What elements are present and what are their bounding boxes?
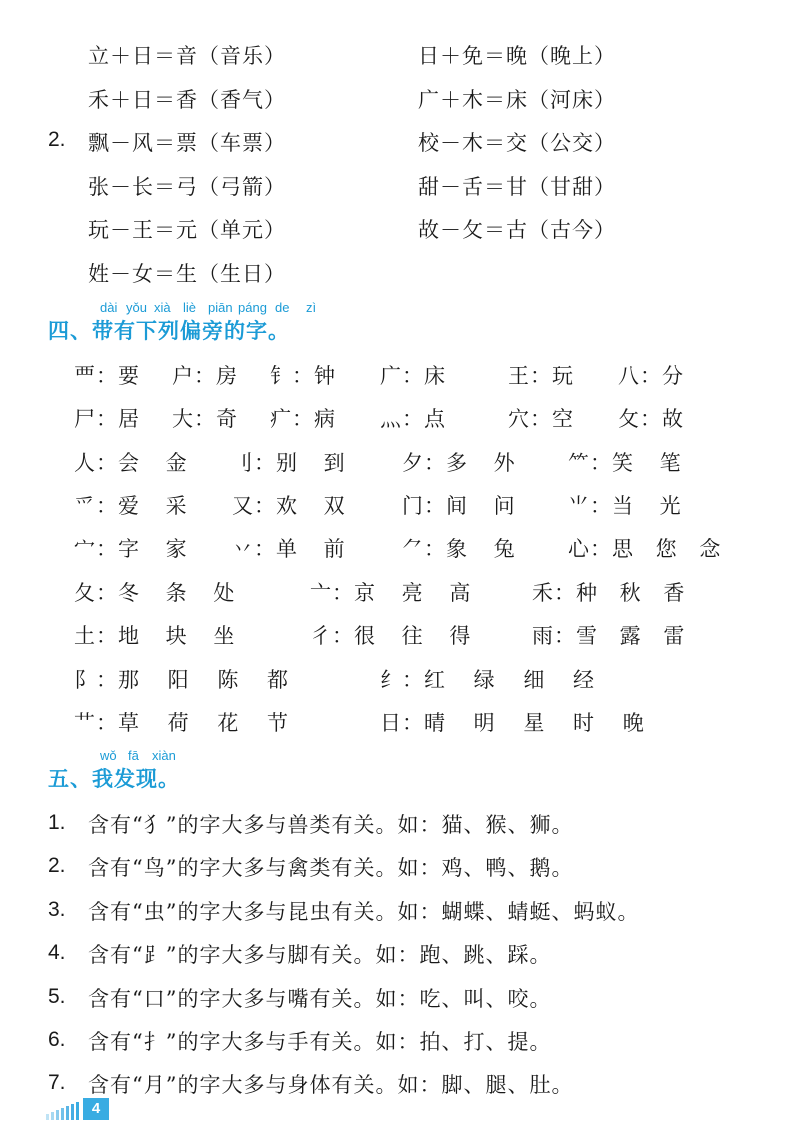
pinyin-de: de: [275, 300, 290, 315]
list-item-text: 含有“鸟”的字大多与禽类有关。如：鸡、鸭、鹅。: [88, 856, 574, 880]
radical-entry: 彳：很 往 得: [310, 624, 472, 648]
radical-entry: 夂：冬 条 处: [74, 581, 236, 605]
radical-entry: ⺈：象 兔: [402, 537, 516, 561]
equation-row3-left: 飘－风＝票（车票）: [88, 131, 286, 155]
pinyin-wo: wǒ: [100, 748, 117, 763]
radical-entry: 灬：点: [380, 407, 446, 431]
radical-entry: 丷：单 前: [232, 537, 346, 561]
radical-entry: 八：分: [618, 364, 684, 388]
radical-entry: ⺌：当 光: [568, 494, 682, 518]
radical-entry: 心：思 您 念: [568, 537, 722, 561]
pinyin-pang: páng: [238, 300, 267, 315]
radical-entry: 阝：那 阳 陈 都: [74, 668, 290, 692]
list-item-text: 含有“⻊”的字大多与脚有关。如：跑、跳、踩。: [88, 943, 552, 967]
equation-row4-left: 张－长＝弓（弓箭）: [88, 175, 286, 199]
radical-entry: 广：床: [380, 364, 446, 388]
page-number: 4: [83, 1098, 109, 1120]
radical-entry: 王：玩: [508, 364, 574, 388]
item-number-2: 2.: [48, 128, 66, 151]
radical-entry: 穴：空: [508, 407, 574, 431]
radical-entry: 人：会 金: [74, 451, 188, 475]
equation-row5-left: 玩－王＝元（单元）: [88, 218, 286, 242]
pinyin-xian: xiàn: [152, 748, 176, 763]
list-item-text: 含有“虫”的字大多与昆虫有关。如：蝴蝶、蜻蜓、蚂蚁。: [88, 900, 640, 924]
section-5-title: 五、我发现。: [48, 767, 180, 791]
radical-entry: 禾：种 秋 香: [532, 581, 686, 605]
list-item-number: 3.: [48, 898, 66, 921]
list-item-text: 含有“月”的字大多与身体有关。如：脚、腿、肚。: [88, 1073, 574, 1097]
radical-entry: 雨：雪 露 雷: [532, 624, 686, 648]
radical-entry: 刂：别 到: [232, 451, 346, 475]
equation-row6-left: 姓－女＝生（生日）: [88, 262, 286, 286]
equation-row4-right: 甜－舌＝甘（甘甜）: [418, 175, 616, 199]
equation-row5-right: 故－攵＝古（古今）: [418, 218, 616, 242]
radical-entry: 夕：多 外: [402, 451, 516, 475]
list-item-text: 含有“口”的字大多与嘴有关。如：吃、叫、咬。: [88, 987, 552, 1011]
equation-row1-right: 日＋免＝晚（晚上）: [418, 44, 616, 68]
radical-entry: 爫：爱 采: [74, 494, 188, 518]
radical-entry: 门：间 问: [402, 494, 516, 518]
radical-entry: 宀：字 家: [74, 537, 188, 561]
radical-entry: 日：晴 明 星 时 晚: [380, 711, 645, 735]
pinyin-fa: fā: [128, 748, 139, 763]
list-item-number: 2.: [48, 854, 66, 877]
list-item-text: 含有“扌”的字大多与手有关。如：拍、打、提。: [88, 1030, 552, 1054]
equation-row3-right: 校－木＝交（公交）: [418, 131, 616, 155]
radical-entry: 纟：红 绿 细 经: [380, 668, 596, 692]
radical-entry: 尸：居: [74, 407, 140, 431]
pinyin-dai: dài: [100, 300, 118, 315]
equation-row1-left: 立＋日＝音（音乐）: [88, 44, 286, 68]
pinyin-pian: piān: [208, 300, 233, 315]
list-item-number: 5.: [48, 985, 66, 1008]
equation-row2-left: 禾＋日＝香（香气）: [88, 88, 286, 112]
equation-row2-right: 广＋木＝床（河床）: [418, 88, 616, 112]
page-decoration-bars-icon: [44, 1098, 82, 1120]
radical-entry: 户：房: [172, 364, 238, 388]
radical-entry: 又：欢 双: [232, 494, 346, 518]
list-item-number: 4.: [48, 941, 66, 964]
radical-entry: 覀：要: [74, 364, 140, 388]
list-item-text: 含有“犭”的字大多与兽类有关。如：猫、猴、狮。: [88, 813, 574, 837]
radical-entry: ⺮：笑 笔: [568, 451, 682, 475]
radical-entry: 亠：京 亮 高: [310, 581, 472, 605]
radical-entry: 疒：病: [270, 407, 336, 431]
section-4-title: 四、带有下列偏旁的字。: [48, 319, 290, 343]
radical-entry: 土：地 块 坐: [74, 624, 236, 648]
list-item-number: 1.: [48, 811, 66, 834]
radical-entry: 大：奇: [172, 407, 238, 431]
list-item-number: 6.: [48, 1028, 66, 1051]
radical-entry: 攵：故: [618, 407, 684, 431]
pinyin-xia: xià: [154, 300, 171, 315]
radical-entry: 艹：草 荷 花 节: [74, 711, 290, 735]
pinyin-zi: zì: [306, 300, 317, 315]
list-item-number: 7.: [48, 1071, 66, 1094]
pinyin-lie: liè: [183, 300, 197, 315]
pinyin-you: yǒu: [126, 300, 147, 315]
radical-entry: 钅：钟: [270, 364, 336, 388]
